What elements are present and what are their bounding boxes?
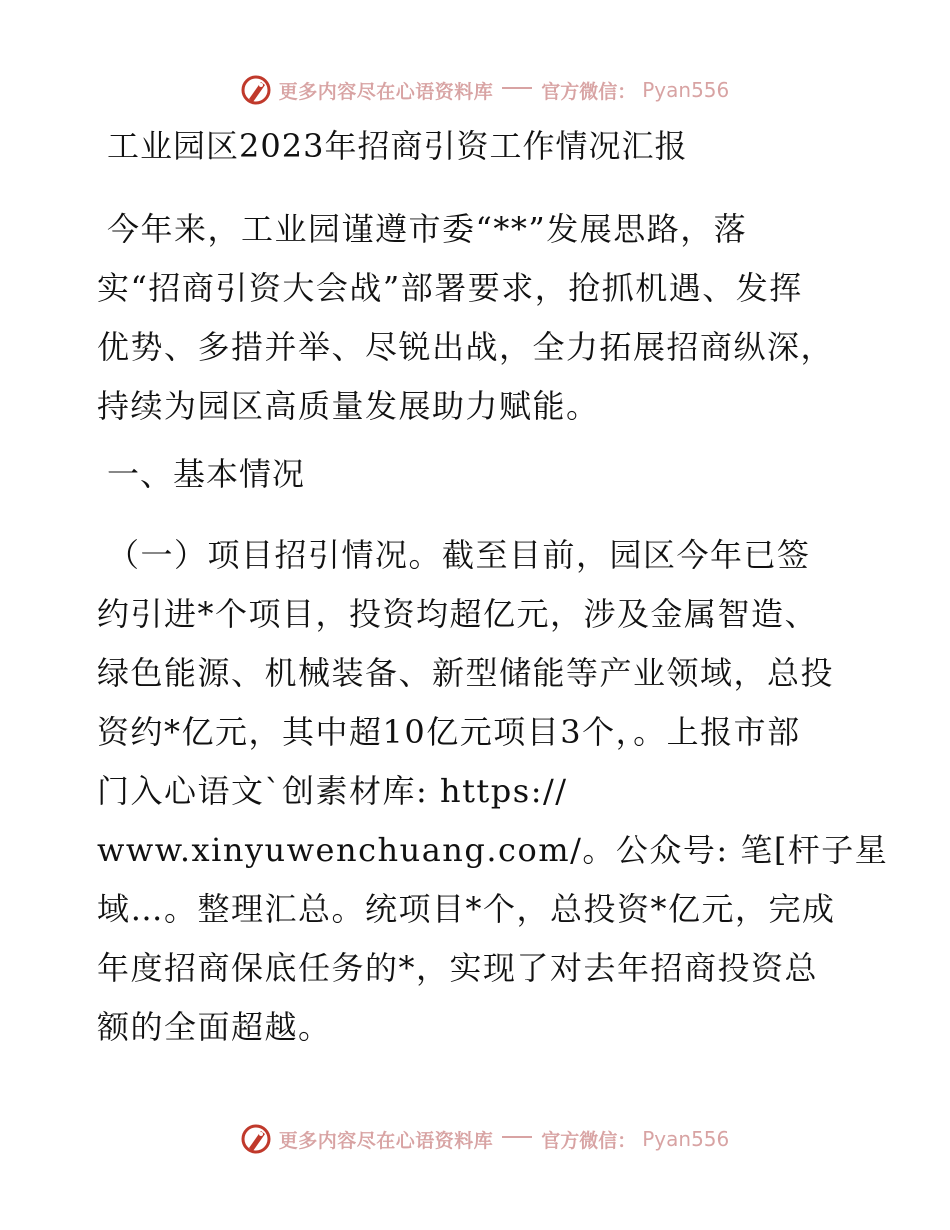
paragraph-line: 绿色能源、机械装备、新型储能等产业领域，总投 bbox=[97, 654, 835, 692]
paragraph-line: 约引进*个项目，投资均超亿元，涉及金属智造、 bbox=[97, 595, 819, 633]
paragraph-line: 优势、多措并举、尽锐出战，全力拓展招商纵深， bbox=[97, 328, 835, 366]
watermark-account-id: Pyan556 bbox=[642, 78, 730, 102]
watermark-suffix-text: 官方微信： bbox=[541, 80, 637, 103]
section-heading: 一、基本情况 bbox=[107, 455, 306, 493]
section-paragraph bbox=[97, 526, 889, 1057]
watermark-content bbox=[239, 73, 730, 107]
document-body bbox=[97, 122, 889, 1071]
paragraph-line: 今年来，工业园谨遵市委“**”发展思路，落 bbox=[107, 210, 748, 248]
paragraph-line: 域…。整理汇总。统项目*个，总投资*亿元，完成 bbox=[97, 890, 836, 928]
paragraph-line: （一）项目招引情况。截至目前，园区今年已签 bbox=[107, 536, 811, 574]
pen-nib-icon bbox=[239, 1122, 273, 1156]
paragraph-line: 实“招商引资大会战”部署要求，抢抓机遇、发挥 bbox=[97, 269, 803, 307]
watermark-main-text: 更多内容尽在心语资料库 bbox=[278, 1129, 494, 1152]
paragraph-line: www.xinyuwenchuang.com/。公众号: 笔[杆子星 bbox=[97, 831, 889, 869]
watermark-separator bbox=[502, 1136, 532, 1138]
watermark-banner-top bbox=[0, 68, 950, 112]
watermark-banner-bottom bbox=[0, 1117, 950, 1161]
watermark-account-id: Pyan556 bbox=[642, 1127, 730, 1151]
pen-nib-icon bbox=[239, 73, 273, 107]
watermark-content bbox=[239, 1122, 730, 1156]
document-title: 工业园区2023年招商引资工作情况汇报 bbox=[107, 127, 688, 165]
paragraph-line: 资约*亿元，其中超10亿元项目3个，。上报市部 bbox=[97, 713, 801, 751]
paragraph-line: 门入心语文`创素材库: https:// bbox=[97, 772, 568, 810]
intro-paragraph bbox=[97, 200, 857, 436]
watermark-main-text: 更多内容尽在心语资料库 bbox=[278, 80, 494, 103]
watermark-suffix-text: 官方微信： bbox=[541, 1129, 637, 1152]
paragraph-line: 年度招商保底任务的*，实现了对去年招商投资总 bbox=[97, 949, 819, 987]
paragraph-line: 持续为园区高质量发展助力赋能。 bbox=[97, 387, 600, 425]
watermark-separator bbox=[502, 87, 532, 89]
paragraph-line: 额的全面超越。 bbox=[97, 1008, 332, 1046]
